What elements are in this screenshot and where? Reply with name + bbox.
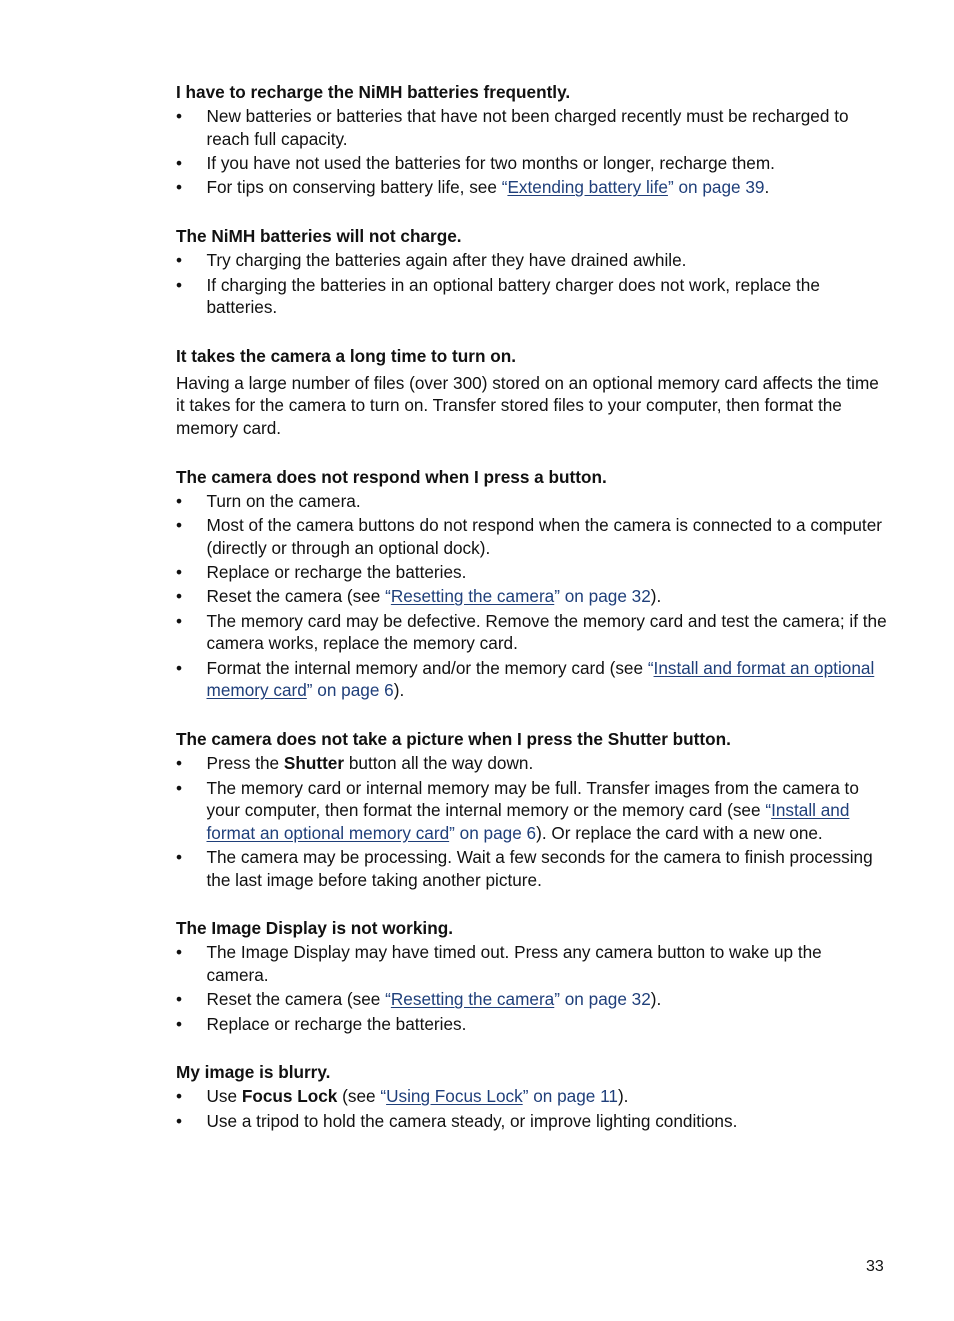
list-item: • Turn on the camera. [176,490,361,511]
link-extending-battery-life[interactable]: “Extending battery life” on page 39 [501,177,765,198]
bullet-icon: • [176,515,183,536]
list-item: • Format the internal memory and/or the memory card (see “Install and format an optional memory card” on page 6). [176,657,875,701]
bullet-icon: • [176,989,183,1010]
list-item: • The memory card may be defective. Remove the memory card and test the camera; if the camera works, replace the memory card. [176,610,887,654]
bullet-icon: • [176,153,183,174]
link-resetting-the-camera[interactable]: “Resetting the camera” on page 32 [385,586,651,607]
bullet-icon: • [176,1086,183,1107]
page-number: 33 [866,1258,884,1275]
section-heading: The NiMH batteries will not charge. [176,226,462,247]
list-item: • The camera may be processing. Wait a few seconds for the camera to finish processing the last image before taking another picture. [176,847,873,890]
bullet-list [176,490,888,702]
bullet-icon: • [176,274,183,295]
bullet-icon: • [176,777,183,798]
bullet-list [176,1085,888,1132]
list-item: • Use Focus Lock (see “Using Focus Lock” on page 11). [176,1086,629,1107]
list-item: • Press the Shutter button all the way down. [176,753,534,774]
list-item: • For tips on conserving battery life, see “Extending battery life” on page 39. [176,177,770,198]
section-long-time-turn-on [176,345,888,440]
bullet-icon: • [176,753,183,774]
bullet-list [176,941,888,1035]
section-heading: My image is blurry. [176,1062,331,1083]
bullet-icon: • [176,847,183,868]
page-content [176,81,888,1158]
list-item: • If you have not used the batteries for two months or longer, recharge them. [176,153,775,174]
section-heading: It takes the camera a long time to turn on. [176,345,516,366]
section-does-not-respond [176,466,888,702]
bullet-icon: • [176,490,183,511]
body-paragraph: Having a large number of files (over 300) stored on an optional memory card affects the time it takes for the camera to turn on. Transfer stored files to your computer, then format the memory card. [176,372,879,439]
link-resetting-the-camera[interactable]: “Resetting the camera” on page 32 [385,989,651,1010]
bullet-list [176,105,888,199]
bullet-icon: • [176,657,183,678]
bullet-icon: • [176,177,183,198]
bullet-icon: • [176,1110,183,1131]
list-item: • The memory card or internal memory may be full. Transfer images from the camera to your computer, then format the internal memory or the memory card (see “Install and format an optional memory card” on page 6). Or replace the card with a new one. [176,777,859,843]
bullet-list [176,752,888,891]
section-no-picture-shutter [176,728,888,891]
list-item: • Use a tripod to hold the camera steady, or improve lighting conditions. [176,1110,738,1131]
section-heading: I have to recharge the NiMH batteries frequently. [176,82,571,102]
section-image-display [176,917,888,1035]
list-item: • If charging the batteries in an optional battery charger does not work, replace the batteries. [176,274,820,318]
list-item: • Most of the camera buttons do not respond when the camera is connected to a computer (directly or through an optional dock). [176,515,882,558]
section-image-blurry [176,1061,888,1132]
link-using-focus-lock[interactable]: “Using Focus Lock” on page 11 [380,1086,618,1107]
list-item: • Try charging the batteries again after they have drained awhile. [176,250,687,271]
bullet-icon: • [176,1013,183,1034]
section-will-not-charge [176,225,888,319]
section-heading: The Image Display is not working. [176,918,453,939]
section-recharge-frequently [176,81,888,199]
bullet-icon: • [176,586,183,607]
bold-term: Shutter [283,753,345,774]
list-item: • Reset the camera (see “Resetting the camera” on page 32). [176,989,662,1010]
bullet-icon: • [176,942,183,963]
list-item: • Replace or recharge the batteries. [176,562,467,583]
bullet-icon: • [176,562,183,583]
bold-term: Focus Lock [241,1086,338,1107]
link-install-format-memory-card[interactable]: “Install and format an optional memory card” on page 6 [206,657,875,701]
list-item: • New batteries or batteries that have not been charged recently must be recharged to reach full capacity. [176,106,849,149]
bullet-icon: • [176,250,183,271]
bullet-list [176,249,888,319]
list-item: • Reset the camera (see “Resetting the camera” on page 32). [176,586,662,607]
list-item: • Replace or recharge the batteries. [176,1013,467,1034]
bullet-icon: • [176,610,183,631]
bullet-icon: • [176,106,183,127]
section-heading: The camera does not take a picture when I press the Shutter button. [176,729,731,750]
list-item: • The Image Display may have timed out. Press any camera button to wake up the camera. [176,942,822,985]
link-install-format-memory-card[interactable]: “Install and format an optional memory card” on page 6 [206,800,850,843]
section-heading: The camera does not respond when I press a button. [176,466,607,487]
